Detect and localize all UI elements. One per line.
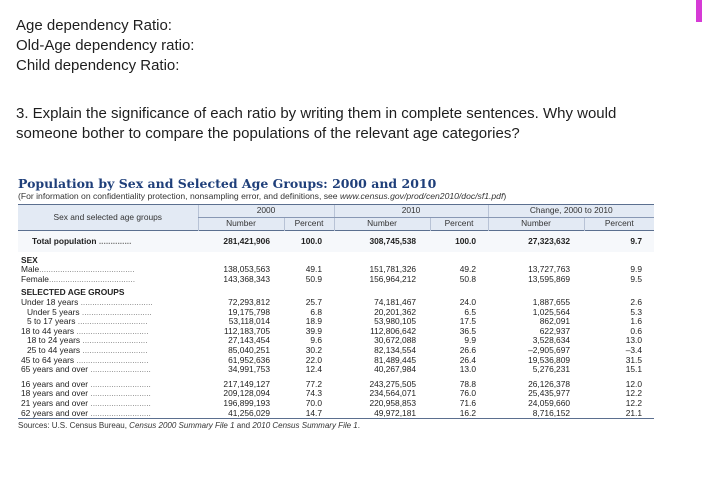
cell: 30.2	[305, 344, 323, 355]
cell: 100.0	[284, 231, 334, 252]
cell: 53,118,014	[228, 316, 270, 327]
table-row	[18, 365, 654, 375]
cell: 196,899,193	[223, 397, 270, 408]
section-heading-row	[18, 252, 654, 266]
cell: 18.9	[305, 316, 323, 327]
cell: 30,672,088	[374, 335, 417, 346]
cell: 49,972,181	[334, 409, 430, 419]
row-label: 65 years and over	[21, 365, 89, 375]
cell: 17.5	[459, 316, 477, 327]
child-dependency-prompt: Child dependency Ratio:	[16, 57, 180, 74]
cell: 15.1	[625, 364, 643, 375]
row-label: Total population	[32, 236, 97, 246]
cell: 85,040,251	[228, 344, 270, 355]
cell: 24.0	[459, 296, 477, 307]
cell: 5,276,231	[532, 364, 571, 375]
source-2010: 2010 Census Summary File 1	[252, 421, 358, 431]
leader-dots: ..........................	[88, 408, 151, 418]
cell: 220,958,853	[369, 397, 417, 408]
cell: 49.1	[305, 264, 323, 275]
cell: 9.5	[630, 273, 643, 284]
row-label: 45 to 64 years	[21, 355, 75, 365]
cell: 13,727,763	[528, 264, 571, 275]
cell: 13,595,869	[528, 273, 571, 284]
cell: 3,528,634	[532, 335, 571, 346]
cell: 27,323,632	[488, 231, 584, 252]
cell: 217,149,127	[223, 378, 270, 389]
cell: 100.0	[430, 231, 488, 252]
cell: 74.3	[305, 388, 323, 399]
row-label: Under 18 years	[21, 297, 79, 307]
cell: 1.6	[630, 316, 643, 327]
percent-2010-header: Percent	[430, 218, 488, 231]
population-table	[18, 204, 654, 419]
cell: 34,991,753	[228, 364, 270, 375]
cell: –2,905,697	[528, 344, 571, 355]
cell: 243,275,505	[369, 378, 417, 389]
source-end: .	[357, 421, 360, 431]
cell: 21.1	[584, 409, 654, 419]
cell: 14.7	[284, 409, 334, 419]
section-heading: SELECTED AGE GROUPS	[21, 287, 125, 298]
cell: 0.6	[630, 325, 643, 336]
row-label: 18 to 44 years	[21, 326, 75, 336]
cell: 8,716,152	[488, 409, 584, 419]
cell: 61,952,636	[228, 354, 270, 365]
cell: 81,489,445	[374, 354, 417, 365]
leader-dots: ..........................	[88, 389, 151, 399]
row-label: 21 years and over	[21, 398, 89, 408]
cell: 49.2	[459, 264, 477, 275]
cell: 308,745,538	[334, 231, 430, 252]
cell: 24,059,660	[528, 397, 571, 408]
cell: 13.0	[459, 364, 477, 375]
table-subtitle	[18, 191, 654, 202]
table-title: Population by Sex and Selected Age Groups: 2000 and 2010	[18, 176, 437, 191]
cell: 13.0	[625, 335, 643, 346]
cell: 26,126,378	[528, 378, 571, 389]
percent-2000-header: Percent	[284, 218, 334, 231]
question-3: 3. Explain the significance of each ratio by writing them in complete sentences. Why would someone bother to compare the populations of the relevant age categories?	[16, 105, 617, 142]
cell: 156,964,212	[369, 273, 417, 284]
cell: 112,183,705	[224, 325, 270, 336]
leader-dots: ............................	[80, 345, 148, 355]
section-heading-row	[18, 284, 654, 298]
row-label: 5 to 17 years	[27, 317, 76, 327]
cell: 27,143,454	[228, 335, 270, 346]
row-label: 18 years and over	[21, 389, 89, 399]
row-label: Under 5 years	[27, 307, 80, 317]
cell: 6.5	[464, 306, 477, 317]
cell: 862,091	[539, 316, 571, 327]
leader-dots: ..........................	[88, 379, 151, 389]
scroll-accent-bar	[696, 0, 702, 22]
leader-dots: ...............................	[78, 297, 153, 307]
leader-dots: ..............	[96, 236, 132, 246]
cell: 9.9	[630, 264, 643, 275]
cell: 26.4	[459, 354, 477, 365]
table-row	[18, 275, 654, 285]
cell: 25,435,977	[528, 388, 571, 399]
cell: 9.7	[584, 231, 654, 252]
cell: 78.8	[459, 378, 477, 389]
cell: 25.7	[305, 296, 323, 307]
cell: 22.0	[305, 354, 323, 365]
change-header: Change, 2000 to 2010	[488, 205, 654, 218]
cell: 40,267,984	[374, 364, 417, 375]
cell: 209,128,094	[223, 388, 270, 399]
cell: 143,368,343	[223, 273, 270, 284]
ratio-prompts	[16, 16, 194, 76]
source-url: www.census.gov/prod/cen2010/doc/sf1.pdf	[339, 191, 504, 201]
row-label: Female	[21, 274, 49, 284]
table-row	[18, 231, 654, 252]
table-source-note	[18, 421, 654, 430]
cell: 19,536,809	[528, 354, 571, 365]
leader-dots: ..............................	[75, 317, 148, 327]
table-row	[18, 409, 654, 419]
percent-change-header: Percent	[584, 218, 654, 231]
cell: 281,421,906	[198, 231, 284, 252]
row-label: 18 to 24 years	[27, 336, 81, 346]
cell: 31.5	[625, 354, 643, 365]
cell: 74,181,467	[374, 296, 417, 307]
cell: 12.4	[305, 364, 323, 375]
leader-dots: .....................................	[48, 274, 136, 284]
cell: 9.9	[464, 335, 477, 346]
number-2000-header: Number	[198, 218, 284, 231]
cell: 71.6	[459, 397, 477, 408]
old-age-dependency-prompt: Old-Age dependency ratio:	[16, 37, 195, 54]
year-2010-header: 2010	[334, 205, 488, 218]
row-label: 25 to 44 years	[27, 345, 81, 355]
leader-dots: ..........................	[88, 398, 151, 408]
census-table-image	[18, 176, 654, 482]
cell: 12.2	[625, 388, 643, 399]
cell: 622,937	[539, 325, 571, 336]
leader-dots: ..............................	[79, 307, 152, 317]
cell: 1,025,564	[532, 306, 571, 317]
subtitle-end: )	[503, 191, 507, 201]
cell: 19,175,798	[228, 306, 270, 317]
subtitle-text: (For information on confidentiality protection, nonsampling error, and definitions, see	[18, 191, 340, 201]
cell: 12.0	[625, 378, 643, 389]
row-label-header: Sex and selected age groups	[18, 205, 198, 231]
cell: 6.8	[310, 306, 323, 317]
cell: 50.9	[305, 273, 323, 284]
row-label: 62 years and over	[21, 408, 89, 418]
source-2000: Census 2000 Summary File 1	[129, 421, 235, 431]
cell: 2.6	[630, 296, 643, 307]
cell: 112,806,642	[370, 325, 417, 336]
row-label: Male	[21, 265, 40, 275]
age-dependency-prompt: Age dependency Ratio:	[16, 17, 172, 34]
leader-dots: ...............................	[74, 326, 149, 336]
leader-dots: .........................................	[39, 265, 135, 275]
leader-dots: ............................	[80, 336, 148, 346]
cell: 1,887,655	[532, 296, 571, 307]
number-change-header: Number	[488, 218, 584, 231]
source-and: and	[234, 421, 253, 431]
cell: 70.0	[305, 397, 323, 408]
leader-dots: ...............................	[74, 355, 149, 365]
year-2000-header: 2000	[198, 205, 334, 218]
number-2010-header: Number	[334, 218, 430, 231]
cell: 50.8	[459, 273, 477, 284]
cell: 53,980,105	[374, 316, 417, 327]
cell: 138,053,563	[223, 264, 270, 275]
cell: –3.4	[625, 344, 643, 355]
cell: 26.6	[459, 344, 477, 355]
source-prefix: Sources: U.S. Census Bureau,	[18, 421, 130, 431]
section-heading: SEX	[21, 254, 38, 265]
row-label: 16 years and over	[21, 379, 89, 389]
cell: 41,256,029	[198, 409, 284, 419]
leader-dots: ..........................	[88, 365, 151, 375]
cell: 5.3	[630, 306, 643, 317]
cell: 9.6	[310, 335, 323, 346]
cell: 234,564,071	[369, 388, 417, 399]
cell: 77.2	[305, 378, 323, 389]
cell: 76.0	[459, 388, 477, 399]
cell: 12.2	[625, 397, 643, 408]
cell: 151,781,326	[369, 264, 417, 275]
cell: 39.9	[305, 325, 323, 336]
cell: 36.5	[459, 325, 477, 336]
cell: 82,134,554	[374, 344, 417, 355]
cell: 72,293,812	[228, 296, 270, 307]
cell: 16.2	[430, 409, 488, 419]
cell: 20,201,362	[374, 306, 417, 317]
